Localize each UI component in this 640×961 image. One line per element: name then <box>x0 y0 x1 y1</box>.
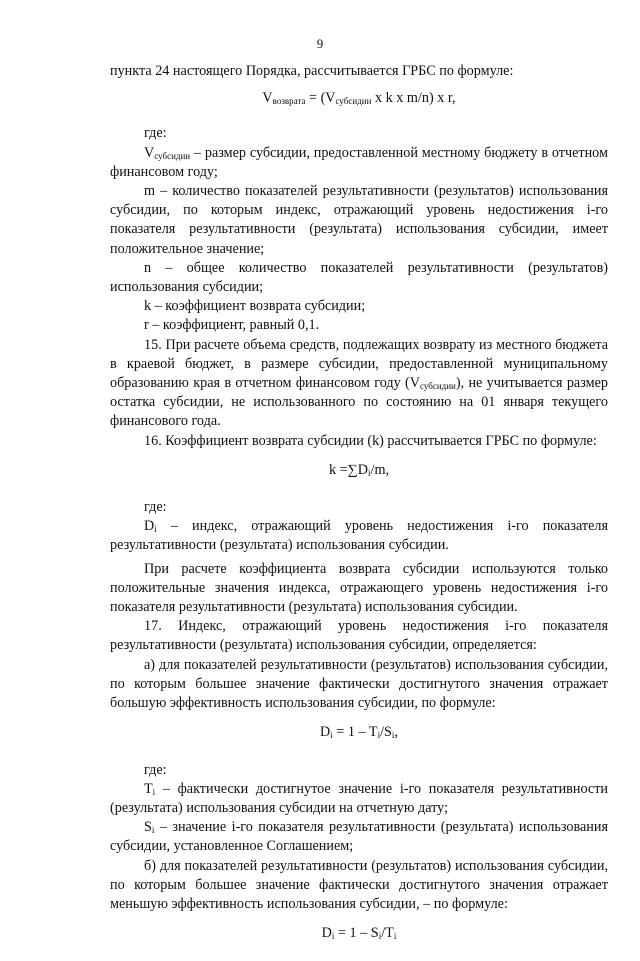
clause-17a: а) для показателей результативности (результатов) использования субсидии, по которым большее значение фактически достигнутого значения отражает большую эффективность использования субсидии, по формуле: <box>110 656 608 712</box>
clause-16: 16. Коэффициент возврата субсидии (k) рассчитывается ГРБС по формуле: <box>144 432 597 449</box>
definition-si: $S_i$ – значение i-го показателя результативности (результата) использования субсидии, установленное Соглашением; <box>110 819 608 855</box>
where-label: где: <box>144 125 167 142</box>
definition-r: r – коэффициент, равный 0,1. <box>144 317 320 334</box>
formula-k: $k =\sum D_i/m$, <box>328 461 390 478</box>
where-label: где: <box>144 761 167 778</box>
formula-di-b: $D_i = 1 - S_i/T_i$ <box>321 925 397 942</box>
document-body <box>110 62 608 961</box>
where-label: где: <box>144 499 167 516</box>
definition-k: k – коэффициент возврата субсидии; <box>144 298 366 315</box>
page-number: 9 <box>316 36 324 51</box>
intro-paragraph: пункта 24 настоящего Порядка, рассчитывается ГРБС по формуле: <box>110 63 514 79</box>
clause-17: 17. Индекс, отражающий уровень недостижения i-го показателя результативности (результата) использования субсидии, определяется: <box>110 618 608 654</box>
definition-di: $D_i$ – индекс, отражающий уровень недостижения i-го показателя результативности (результата) использования субсидии. <box>110 518 608 554</box>
definition-v-subsidii: $V_{субсидии}$ – размер субсидии, предоставленной местному бюджету в отчетном финансовом году; <box>110 144 608 180</box>
formula-di-a: $D_i = 1 - T_i/S_i$, <box>320 724 398 741</box>
clause-15: 15. При расчете объема средств, подлежащих возврату из местного бюджета в краевой бюджет, в размере субсидии, предоставленной муниципальному образованию края в отчетном финансовом году $(V_{субсидии})$, не учитывается размер остатка субсидии, не использованного по состоянию на 01 января текущего финансового года. <box>110 336 608 430</box>
definition-n: n – общее количество показателей результативности (результатов) использования субсидии; <box>110 259 608 296</box>
formula-v-vozvrata: $V_{возврата} = (V_{субсидии}$ x k x m/n) x r, <box>262 90 456 107</box>
clause-17b: б) для показателей результативности (результатов) использования субсидии, по которым большее значение фактически достигнутого значения отражает меньшую эффективность использования субсидии, – по формуле: <box>110 857 608 912</box>
positive-values-note: При расчете коэффициента возврата субсидии используются только положительные значения индекса, отражающего уровень недостижения i-го показателя результативности (результата) использования субсидии. <box>110 560 608 616</box>
definition-m: m – количество показателей результативности (результатов) использования субсидии, по которым индекс, отражающий уровень недостижения i-го показателя результативности (результата) использования субсидии, имеет положительное значение; <box>110 183 608 257</box>
definition-ti: $T_i$ – фактически достигнутое значение i-го показателя результативности (результата) использования субсидии на отчетную дату; <box>110 780 608 816</box>
